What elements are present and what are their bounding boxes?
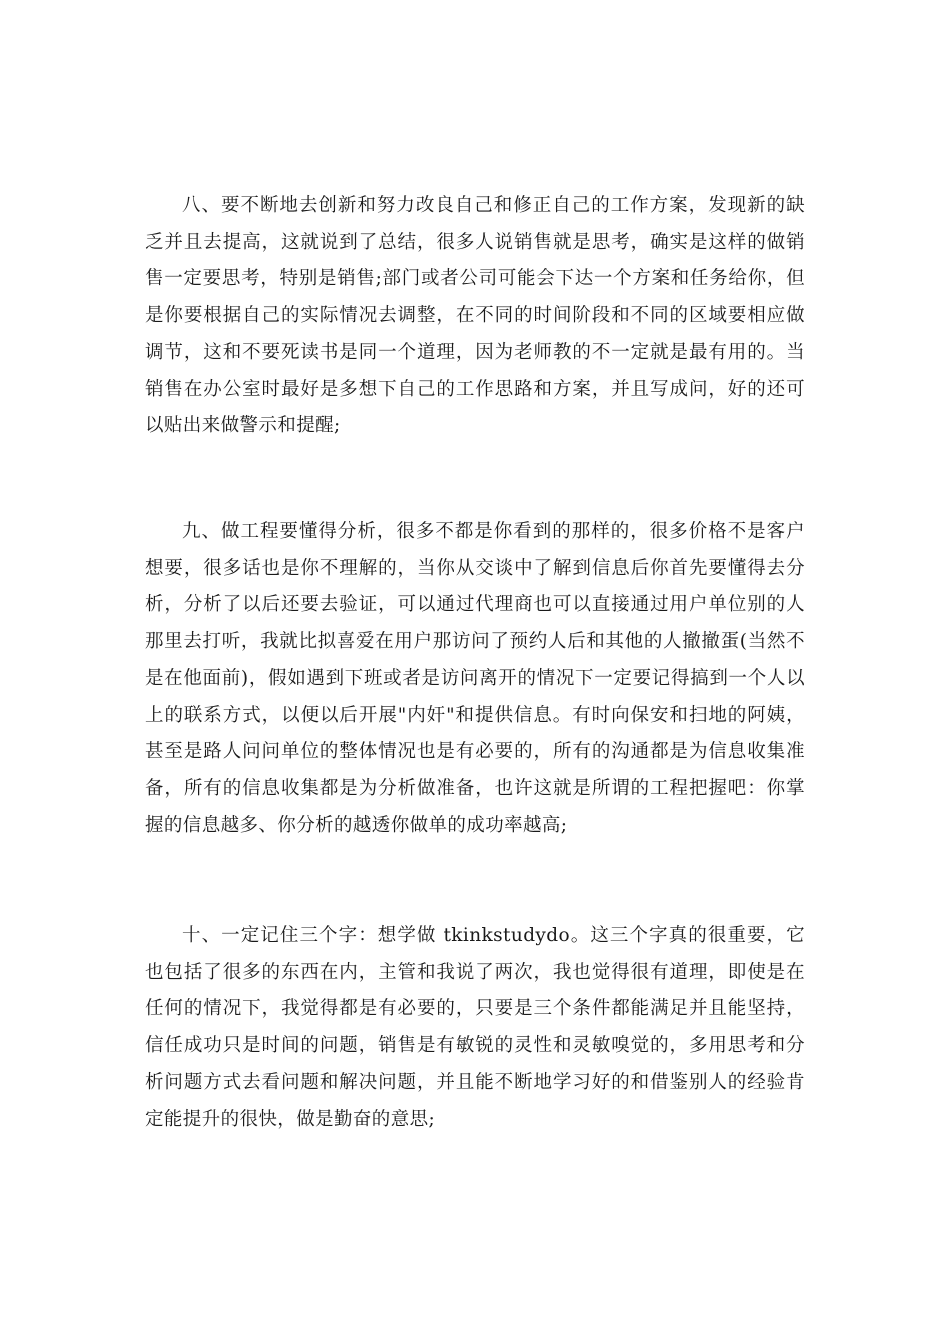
paragraph-eight: 八、要不断地去创新和努力改良自己和修正自己的工作方案，发现新的缺乏并且去提高，这就说到了总结，很多人说销售就是思考，确实是这样的做销售一定要思考，特别是销售;部门或者公司可能会下达一个方案和任务给你，但是你要根据自己的实际情况去调整，在不同的时间阶段和不同的区域要相应做调节，这和不要死读书是同一个道理，因为老师教的不一定就是最有用的。当销售在办公室时最好是多想下自己的工作思路和方案，并且写成问，好的还可以贴出来做警示和提醒; — [145, 195, 805, 437]
paragraph-ten: 十、一定记住三个字：想学做 tkinkstudydo。这三个字真的很重要，它也包括了很多的东西在内，主管和我说了两次，我也觉得很有道理，即使是在任何的情况下，我觉得都是有必要的，只要是三个条件都能满足并且能坚持，信任成功只是时间的问题，销售是有敏锐的灵性和灵敏嗅觉的，多用思考和分析问题方式去看问题和解决问题，并且能不断地学习好的和借鉴别人的经验肯定能提升的很快，做是勤奋的意思; — [145, 925, 805, 1130]
paragraph-nine: 九、做工程要懂得分析，很多不都是你看到的那样的，很多价格不是客户想要，很多话也是你不理解的，当你从交谈中了解到信息后你首先要懂得去分析，分析了以后还要去验证，可以通过代理商也可以直接通过用户单位别的人那里去打听，我就比拟喜爱在用户那访问了预约人后和其他的人撤撤蛋(当然不是在他面前)，假如遇到下班或者是访问离开的情况下一定要记得搞到一个人以上的联系方式，以便以后开展"内奸"和提供信息。有时向保安和扫地的阿姨，甚至是路人问问单位的整体情况也是有必要的，所有的沟通都是为信息收集准备，所有的信息收集都是为分析做准备，也许这就是所谓的工程把握吧：你掌握的信息越多、你分析的越透你做单的成功率越高; — [145, 521, 805, 836]
